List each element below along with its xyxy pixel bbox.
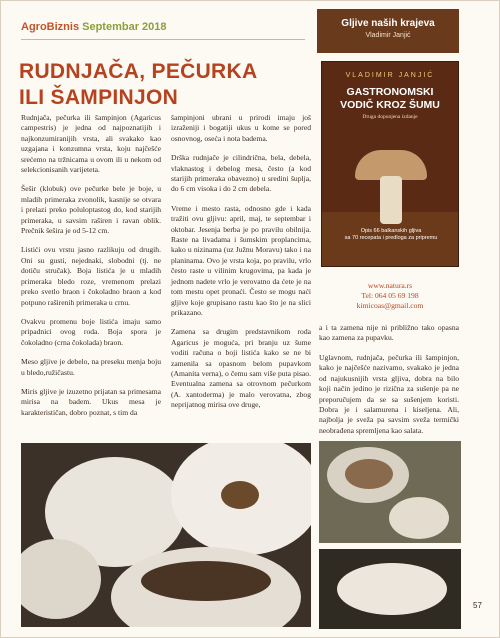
website-link[interactable]: www.natura.rs (367, 281, 413, 290)
series-title: Gljive naših krajeva (341, 18, 435, 29)
page-number: 57 (473, 601, 482, 610)
column-series-header (317, 9, 459, 53)
paragraph: Uglavnom, rudnjača, pečurka ili šampinjon, kako je najčešće nazivamo, svakako je jedna od najukusnijih vrsta gljiva, dobra na bilo koji način jedino je rizična za sušenje pa ne preporučujem da se sa sušenjem koristi. Dobra je i salamurena i kiseljena. Ali, najbolja je sveža pa savsim sveža termički neobrađena spremljena kao salata. (319, 353, 459, 435)
text-column-1 (21, 113, 161, 427)
book-title-line-1: GASTRONOMSKI (346, 86, 434, 98)
book-author: VLADIMIR JANJIĆ (345, 72, 435, 79)
text-column-3 (319, 323, 459, 353)
book-title-line-2: VODIČ KROZ ŠUMU (340, 99, 440, 111)
article-title (19, 59, 309, 111)
paragraph: Šešir (klobuk) ove pečurke bele je boje, u mladih primeraka zvonolik, kasnije se otvara i prelazi preko poluloptastog do, kod starijih primeraka, u savsim raširen i ravan oblik. Prečnik šešira je od 5-12 cm. (21, 184, 161, 236)
mushroom-stem-illustration (380, 176, 402, 224)
book-subtitle: Druga dopunjena izdanje (362, 114, 418, 120)
text-column-2 (171, 113, 311, 420)
book-footer-line-2: sa 70 recepata i predloga za pripremu (344, 235, 438, 241)
paragraph: Meso gljive je debelo, na preseku menja boju u bledo,ružičastu. (21, 357, 161, 377)
paragraph: Zamena sa drugim predstavnikom roda Agaricus je moguća, pri branju uz šume voditi računa o boji listića kako se ne bi zamenila sa opasnom belom pupavkom (Amanita verna), o čemu sam više puta pisao. Eventualna zamena sa otrovnom pečurkom (A. xantoderma) je malo verovatna, zbog neprijatnog mirisa ove druge, (171, 327, 311, 410)
phone-number: Tel: 064 05 69 198 (361, 291, 419, 300)
email-link[interactable]: kimicoas@gmail.com (356, 301, 424, 310)
paragraph: Ovakvu promenu boje listića imaju samo pripadnici ovog roda. Boja spora je čokoladno (crna čokolada) braon. (21, 316, 161, 347)
contact-info (321, 281, 459, 311)
paragraph: Rudnjača, pečurka ili šampinjon (Agaricus campestris) je jedna od najpoznatijih i najkonzumiranijih vrsta, ali svakako kao uzgajana i konzumna vrsta, koju najčešće srećemo na tržnicama u ovom ili u nekom od selekcionisanih varijeteta. (21, 113, 161, 175)
title-line-2: ILI ŠAMPINJON (19, 86, 179, 109)
mushroom-photo-main (21, 443, 311, 627)
mushroom-gills (345, 459, 393, 489)
title-line-1: RUDNJAČA, PEČURKA (19, 60, 258, 83)
paragraph: Miris gljive je izuzetno prijatan sa primesama mirisa na badem. Ukus mesa je karakterističan, dobro poznat, s tim da (21, 386, 161, 417)
mushroom-photo-small-1 (319, 441, 461, 543)
series-author: Vladimir Janjić (365, 32, 411, 39)
mushroom-gills (141, 561, 271, 601)
book-cover-ad (321, 61, 459, 267)
issue-month: Septembar 2018 (82, 21, 167, 33)
mushroom-photo-small-2 (319, 549, 461, 629)
magazine-header (21, 21, 167, 33)
book-title (322, 86, 458, 112)
text-column-4 (319, 353, 459, 445)
mushroom-cap (389, 497, 449, 539)
paragraph: Vreme i mesto rasta, odnosno gde i kada tražiti ovu gljivu: april, maj, te septembar i oktobar. Jesenja berba je po pravilu obilnija. Raste na livadama i šumskim proplancima, kako u nizinama (uz Južnu Moravu) tako i na planinama. Ovo je vrsta koja, po pravilu, vrlo često raste u vilinim krugovima, pa kada je jednom nadete vrlo je verovatno da ćete je na tom mestu opet pronaći. Često se mogu naći gljive koje grupisano rastu kao što je na slici prikazano. (171, 203, 311, 317)
book-footer-line-1: Opis 66 balkanskih gljiva (360, 228, 422, 234)
mushroom-cap (21, 539, 101, 619)
mushroom-cap (337, 563, 447, 615)
paragraph: Listići ovu vrstu jasno razlikuju od drugih. Oni su gusti, nejednaki, slobodni (tj. ne dotiču stručak). Boja listića je u mladih primeraka bledo roze, vremenom prelazi preko svetlo braon i čokoladno braon a kod potpuno raširenih primeraka u crnu. (21, 245, 161, 307)
mushroom-gills (221, 481, 259, 509)
paragraph: a i ta zamena nije ni približno tako opasna kao zamena za pupavku. (319, 323, 459, 343)
paragraph: šampinjoni ubrani u prirodi imaju još izraženiji i bogatiji ukus u kome se pored osnovnog, oseća i nota badema. (171, 113, 311, 143)
magazine-name: AgroBiznis (21, 21, 80, 33)
paragraph: Drška rudnjače je cilindrična, bela, debela, vlaknastog i debelog mesa, često (a kod starijih primeraka obavezno) u sredini šuplja, do 6 cm visoka i do 2 cm debela. (171, 153, 311, 194)
book-footer (326, 228, 456, 242)
header-divider (21, 39, 305, 40)
